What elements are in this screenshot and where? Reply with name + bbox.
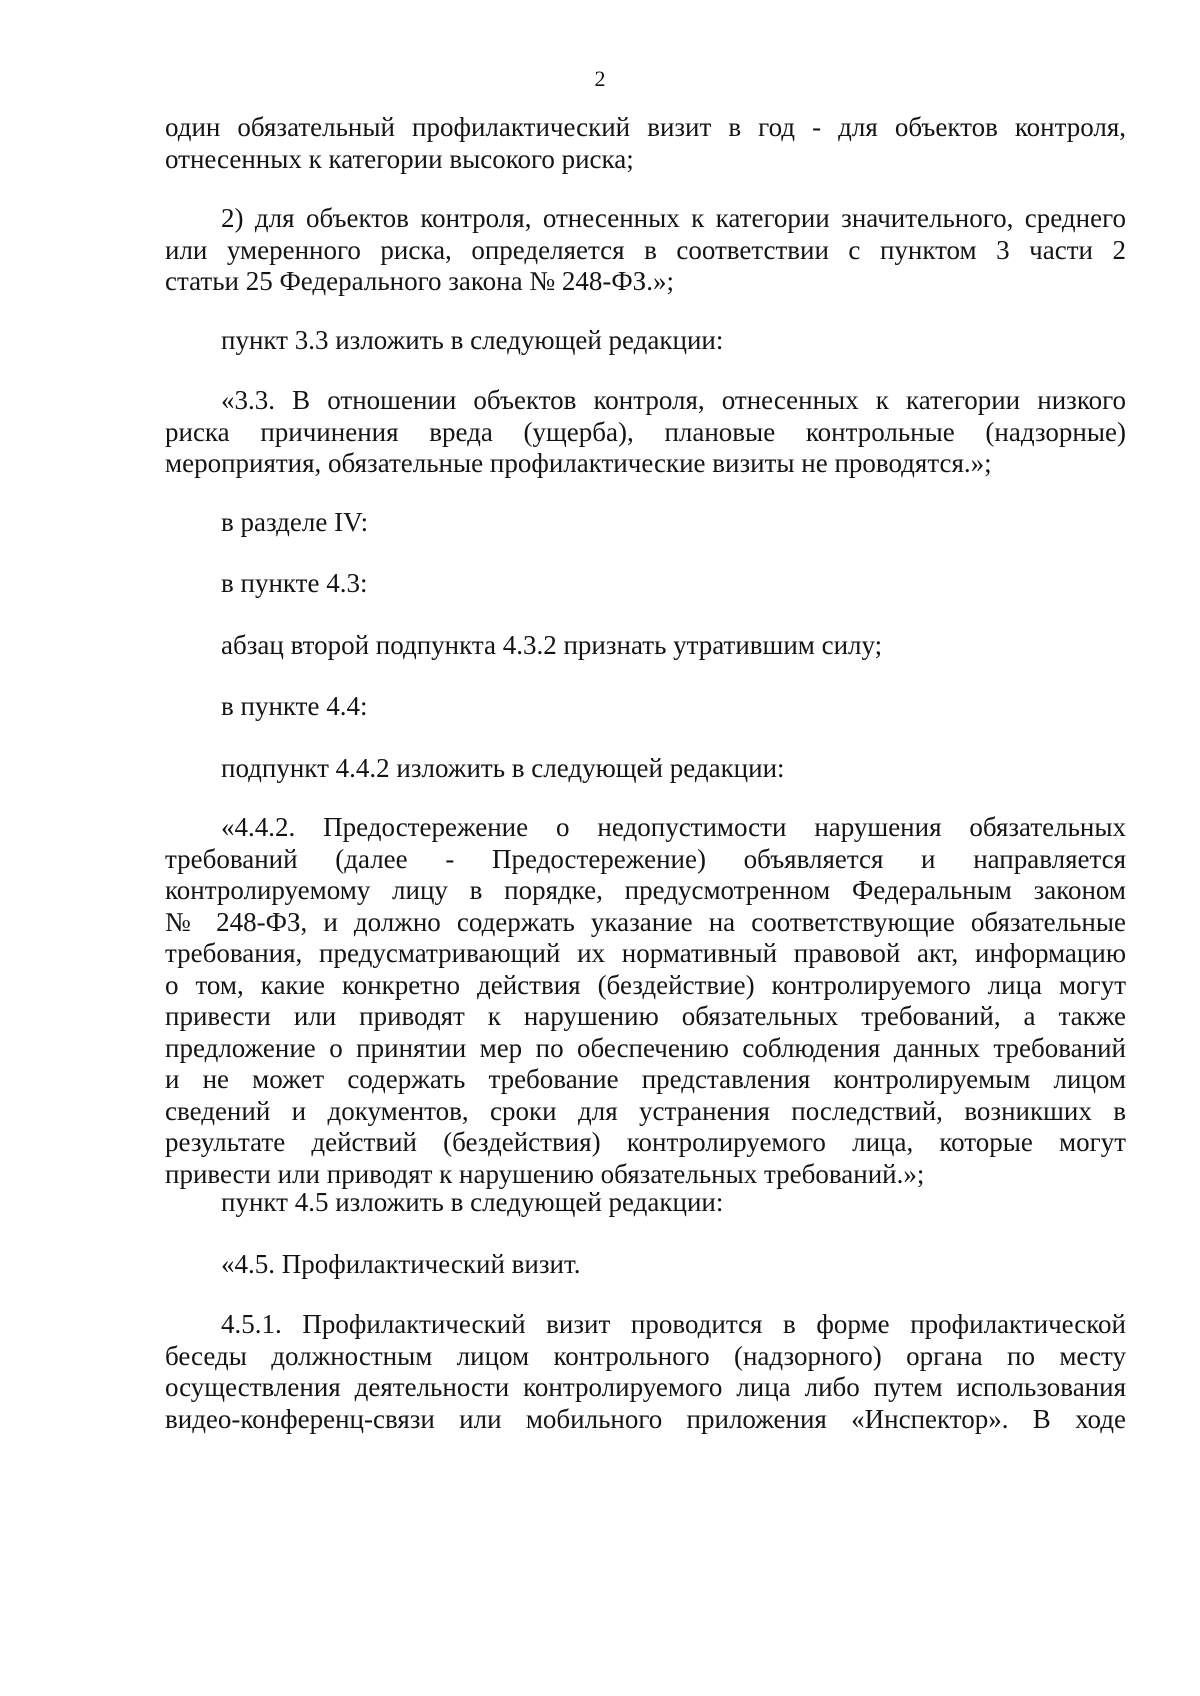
paragraph-line: привести или приводят к нарушению обязательных требований, а также — [165, 1001, 1126, 1031]
paragraph-line: сведений и документов, сроки для устранения последствий, возникших в — [165, 1095, 1126, 1126]
paragraph-clause-3-3-intro: пункт 3.3 изложить в следующей редакции: — [221, 325, 724, 355]
paragraph-section-iv: в разделе IV: — [221, 507, 369, 537]
paragraph-clause-4-5-title: «4.5. Профилактический визит. — [221, 1249, 581, 1279]
paragraph-line: 4.5.1. Профилактический визит проводится в форме профилактической — [221, 1309, 1126, 1339]
page-number: 2 — [594, 66, 606, 91]
paragraph-line: «4.4.2. Предостережение о недопустимости нарушения обязательных — [221, 812, 1126, 842]
paragraph-line: результате действий (бездействия) контролируемого лица, которые могут — [165, 1127, 1126, 1157]
paragraph-line: и не может содержать требование представления контролируемым лицом — [165, 1064, 1126, 1094]
paragraph-line: привести или приводят к нарушению обязательных требований.»; — [165, 1158, 925, 1189]
paragraph-high-risk-visit — [165, 112, 1126, 175]
paragraph-line: № 248-ФЗ, и должно содержать указание на соответствующие обязательные — [165, 906, 1126, 937]
paragraph-clause-4-4-2-intro: подпункт 4.4.2 изложить в следующей редакции: — [221, 753, 785, 783]
paragraph-clause-4-4: в пункте 4.4: — [221, 691, 368, 721]
paragraph-line: отнесенных к категории высокого риска; — [165, 143, 634, 174]
paragraph-line: риска причинения вреда (ущерба), плановые контрольные (надзорные) — [165, 416, 1126, 447]
paragraph-line: 2) для объектов контроля, отнесенных к категории значительного, среднего — [221, 203, 1126, 233]
paragraph-line: видео-конференц-связи или мобильного приложения «Инспектор». В ходе — [165, 1403, 1126, 1434]
paragraph-line: мероприятия, обязательные профилактические визиты не проводятся.»; — [165, 448, 992, 478]
paragraph-line: контролируемому лицу в порядке, предусмотренном Федеральным законом — [165, 875, 1126, 905]
paragraph-clause-3-3 — [165, 385, 1126, 480]
paragraph-clause-4-5-intro: пункт 4.5 изложить в следующей редакции: — [221, 1187, 724, 1217]
paragraph-line: требований (далее - Предостережение) объявляется и направляется — [165, 843, 1126, 874]
paragraph-line: требования, предусматривающий их нормативный правовой акт, информацию — [165, 938, 1126, 968]
paragraph-line: или умеренного риска, определяется в соответствии с пунктом 3 части 2 — [165, 234, 1126, 265]
paragraph-line: один обязательный профилактический визит в год - для объектов контроля, — [165, 112, 1126, 142]
paragraph-line: предложение о принятии мер по обеспечению соблюдения данных требований — [165, 1032, 1126, 1063]
paragraph-clause-4-3-2: абзац второй подпункта 4.3.2 признать утратившим силу; — [221, 630, 883, 660]
paragraph-line: «3.3. В отношении объектов контроля, отнесенных к категории низкого — [221, 385, 1126, 415]
paragraph-line: осуществления деятельности контролируемого лица либо путем использования — [165, 1372, 1126, 1402]
paragraph-clause-4-3: в пункте 4.3: — [221, 568, 368, 598]
paragraph-line: статьи 25 Федерального закона № 248-ФЗ.»; — [165, 266, 674, 296]
paragraph-moderate-risk — [165, 203, 1126, 298]
paragraph-line: о том, какие конкретно действия (бездействие) контролируемого лица могут — [165, 969, 1126, 1000]
paragraph-clause-4-5-1 — [165, 1309, 1126, 1435]
paragraph-line: беседы должностным лицом контрольного (надзорного) органа по месту — [165, 1340, 1126, 1371]
paragraph-clause-4-4-2 — [165, 812, 1126, 1190]
